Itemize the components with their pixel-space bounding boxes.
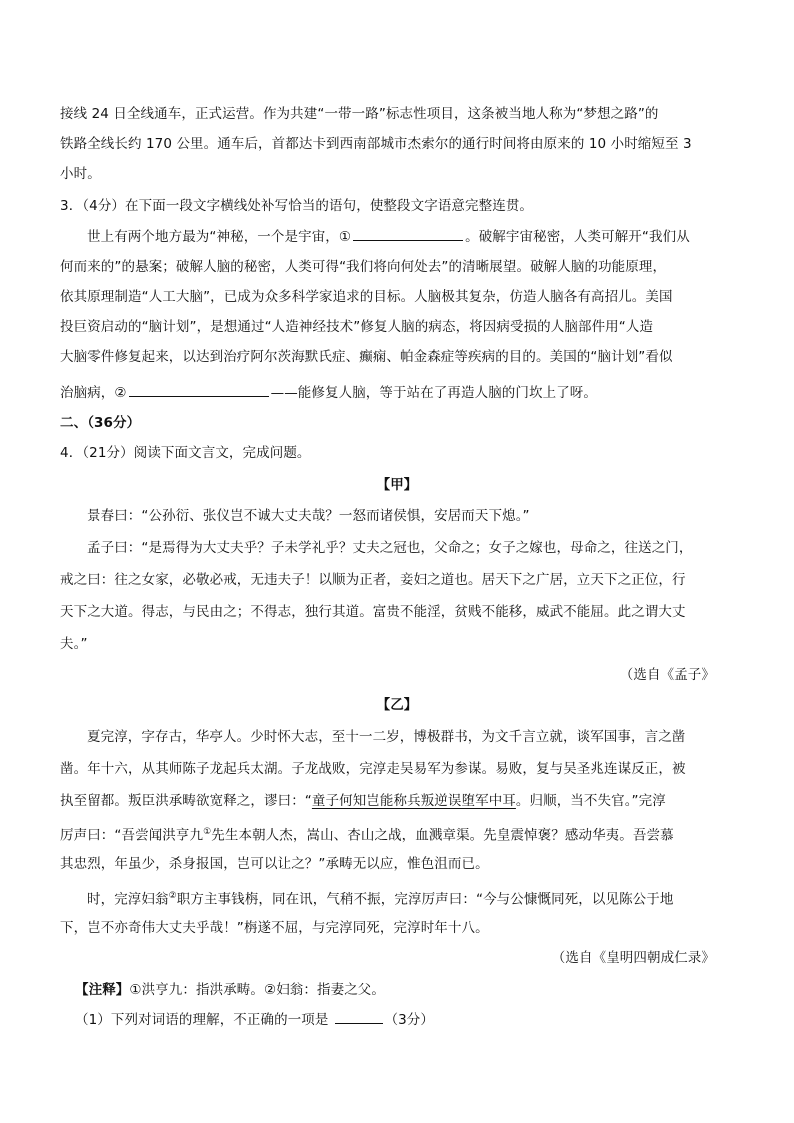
passage-yi-source: （选自《皇明四朝成仁录》 — [551, 950, 715, 966]
sub-question-1 — [75, 1010, 434, 1030]
passage-jia-line-1: 景春曰：“公孙衍、张仪岂不诚大丈夫哉？一怒而诸侯惧，安居而天下熄。” — [87, 508, 530, 524]
intro-line-3: 小时。 — [60, 166, 101, 182]
yi-text: 职方主事钱栴，同在讯，气稍不振，完淳厉声曰：“今与公慷慨同死，以见陈公于地 — [176, 891, 674, 908]
passage-yi-title: 【乙】 — [376, 697, 418, 713]
q3-paragraph-line-1 — [87, 227, 690, 247]
note-label: 【注释】 — [75, 982, 130, 998]
answer-blank-2[interactable] — [129, 383, 269, 397]
q3-paragraph-line-2: 何而来的”的悬案；破解人脑的秘密，人类可得“我们将向何处去”的清晰展望。破解人脑的功能原理， — [60, 259, 667, 275]
passage-jia-line-2: 孟子曰：“是焉得为大丈夫乎？子未学礼乎？丈夫之冠也，父命之；女子之嫁也，母命之，往送之门， — [87, 540, 693, 556]
intro-line-2: 铁路全线长约 170 公里。通车后，首都达卡到西南部城市杰索尔的通行时间将由原来的 10 小时缩短至 3 — [60, 136, 692, 152]
passage-jia-line-5: 夫。” — [60, 636, 88, 652]
passage-yi-line-5: 其忠烈，年虽少，杀身报国，岂可以让之？”承畴无以应，惟色沮而已。 — [60, 856, 489, 872]
answer-blank-3[interactable] — [335, 1010, 383, 1024]
passage-yi-line-2: 凿。年十六，从其师陈子龙起兵太湖。子龙战败，完淳走吴易军为参谋。易败，复与吴圣兆连谋反正，被 — [60, 761, 686, 777]
passage-yi-line-6 — [87, 886, 673, 910]
yi-text: 执至留都。叛臣洪承畴欲宽释之，谬曰：“ — [60, 793, 312, 809]
sub-question-points: （3分） — [384, 1012, 434, 1028]
passage-yi-line-4 — [60, 822, 674, 846]
q3-text: ——能修复人脑，等于站在了再造人脑的门坎上了呀。 — [270, 385, 598, 401]
answer-blank-1[interactable] — [353, 227, 463, 241]
footnote-marker-1: ① — [203, 827, 212, 837]
yi-text: 时，完淳妇翁 — [87, 891, 169, 908]
q3-text: 世上有两个地方最为“神秘，一个是宇宙，① — [87, 229, 352, 245]
annotation-note — [75, 980, 385, 1000]
yi-text: 厉声曰：“吾尝闻洪亨九 — [60, 827, 204, 844]
question-4-heading: 4．（21分）阅读下面文言文，完成问题。 — [60, 445, 311, 461]
passage-jia-title: 【甲】 — [376, 477, 418, 493]
sub-question-text: （1）下列对词语的理解，不正确的一项是 — [75, 1012, 329, 1028]
passage-yi-line-3 — [60, 791, 666, 811]
passage-yi-line-7: 下，岂不亦奇伟大丈夫乎哉！”栴遂不屈，与完淳同死，完淳时年十八。 — [60, 920, 489, 936]
footnote-marker-2: ② — [168, 891, 177, 901]
yi-text: 。归顺，当不失官。”完淳 — [515, 793, 666, 809]
q3-text: 治脑病，② — [60, 385, 127, 401]
q3-paragraph-line-6 — [60, 383, 597, 403]
intro-line-1: 接线 24 日全线通车，正式运营。作为共建“一带一路”标志性项目，这条被当地人称为“梦想之路”的 — [60, 106, 659, 122]
q3-text: 。破解宇宙秘密，人类可解开“我们从 — [465, 229, 690, 245]
passage-jia-line-3: 戒之曰：往之女家，必敬必戒，无违夫子！以顺为正者，妾妇之道也。居天下之广居，立天下之正位，行 — [60, 572, 686, 588]
underlined-sentence: 童子何知岂能称兵叛逆误堕军中耳 — [311, 793, 516, 809]
note-text: ①洪亨九：指洪承畴。②妇翁：指妻之父。 — [129, 982, 386, 998]
passage-yi-line-1: 夏完淳，字存古，华亭人。少时怀大志，至十一二岁，博极群书，为文千言立就，谈军国事，言之凿 — [87, 729, 686, 745]
passage-jia-line-4: 天下之大道。得志，与民由之；不得志，独行其道。富贵不能淫，贫贱不能移，威武不能屈。此之谓大丈 — [60, 604, 686, 620]
q3-paragraph-line-5: 大脑零件修复起来，以达到治疗阿尔茨海默氏症、癫痫、帕金森症等疾病的目的。美国的“脑计划”看似 — [60, 349, 673, 365]
yi-text: 先生本朝人杰，嵩山、杏山之战，血溅章渠。先皇震悼褒？感动华夷。吾尝慕 — [211, 827, 674, 844]
passage-jia-source: （选自《孟子》 — [619, 667, 715, 683]
question-3-heading: 3．（4分）在下面一段文字横线处补写恰当的语句，使整段文字语意完整连贯。 — [60, 198, 534, 214]
q3-paragraph-line-3: 依其原理制造“人工大脑”，已成为众多科学家追求的目标。人脑极其复杂，仿造人脑各有高招儿。美国 — [60, 289, 673, 305]
q3-paragraph-line-4: 投巨资启动的“脑计划”，是想通过“人造神经技术”修复人脑的病态，将因病受损的人脑部件用“人造 — [60, 319, 654, 335]
section-2-title: 二、（36分） — [60, 415, 141, 431]
